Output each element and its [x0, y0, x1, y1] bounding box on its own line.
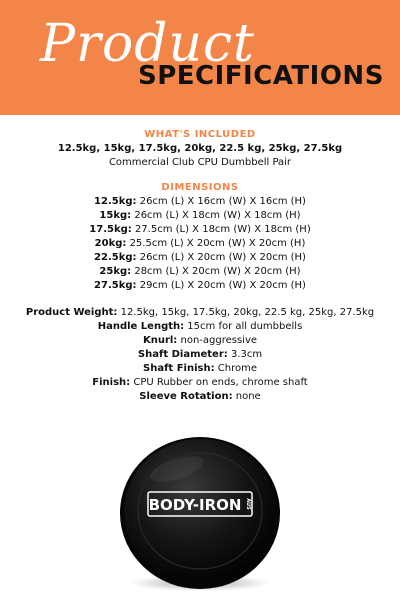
spec-row-shaft-finish — [0, 362, 400, 376]
dimension-row — [0, 265, 400, 279]
dimension-size: 26cm (L) X 20cm (W) X 20cm (H) — [136, 252, 306, 263]
dimension-row — [0, 223, 400, 237]
spec-row-product-weight — [0, 306, 400, 320]
dimension-weight: 17.5kg: — [89, 224, 132, 235]
logo-sub-text: AUS — [245, 498, 251, 510]
spec-label: Handle Length: — [97, 321, 185, 332]
spec-label: Knurl: — [142, 335, 178, 346]
spec-value: 15cm for all dumbbells — [184, 321, 303, 332]
spec-value: 3.3cm — [227, 349, 263, 360]
spec-row-handle-length — [0, 320, 400, 334]
spec-value: none — [232, 391, 261, 402]
logo-text: BODY-IRON — [148, 496, 242, 514]
dimension-weight: 15kg: — [99, 210, 132, 221]
spec-row-finish — [0, 376, 400, 390]
title-script: Product — [40, 14, 255, 74]
spec-label: Shaft Finish: — [143, 363, 215, 374]
included-description: Commercial Club CPU Dumbbell Pair — [108, 157, 292, 168]
dimensions-heading: DIMENSIONS — [161, 182, 239, 193]
dimension-weight: 22.5kg: — [94, 252, 137, 263]
header-banner — [0, 0, 400, 115]
dimension-row — [0, 237, 400, 251]
spec-row-shaft-diameter — [0, 348, 400, 362]
spec-value: non-aggressive — [177, 335, 258, 346]
dimension-weight: 12.5kg: — [94, 196, 137, 207]
spec-label: Finish: — [92, 377, 131, 388]
dimension-weight: 20kg: — [94, 238, 127, 249]
dimension-weight: 27.5kg: — [94, 280, 137, 291]
spec-value: CPU Rubber on ends, chrome shaft — [130, 377, 308, 388]
dimension-size: 26cm (L) X 16cm (W) X 16cm (H) — [136, 196, 306, 207]
spec-row-knurl — [0, 334, 400, 348]
spec-value: Chrome — [214, 363, 257, 374]
whats-included-heading: WHAT'S INCLUDED — [144, 129, 256, 140]
spec-value: 12.5kg, 15kg, 17.5kg, 20kg, 22.5 kg, 25kg, 27.5kg — [117, 307, 375, 318]
dimension-size: 26cm (L) X 18cm (W) X 18cm (H) — [131, 210, 301, 221]
dumbbell-end-cap-image — [117, 433, 283, 593]
spec-label: Product Weight: — [25, 307, 118, 318]
dimension-weight: 25kg: — [99, 266, 132, 277]
dimension-size: 29cm (L) X 20cm (W) X 20cm (H) — [136, 280, 306, 291]
included-weights: 12.5kg, 15kg, 17.5kg, 20kg, 22.5 kg, 25kg, 27.5kg — [57, 143, 343, 154]
spec-row-sleeve-rotation — [0, 390, 400, 404]
dimension-row — [0, 195, 400, 209]
dimension-row — [0, 279, 400, 293]
dimension-row — [0, 251, 400, 265]
dimension-size: 25.5cm (L) X 20cm (W) X 20cm (H) — [126, 238, 306, 249]
spec-content — [0, 128, 400, 404]
spec-label: Shaft Diameter: — [137, 349, 228, 360]
spec-label: Sleeve Rotation: — [139, 391, 233, 402]
dimension-row — [0, 209, 400, 223]
dimension-size: 27.5cm (L) X 18cm (W) X 18cm (H) — [131, 224, 311, 235]
title-specifications: SPECIFICATIONS — [138, 61, 384, 91]
dimension-size: 28cm (L) X 20cm (W) X 20cm (H) — [131, 266, 301, 277]
